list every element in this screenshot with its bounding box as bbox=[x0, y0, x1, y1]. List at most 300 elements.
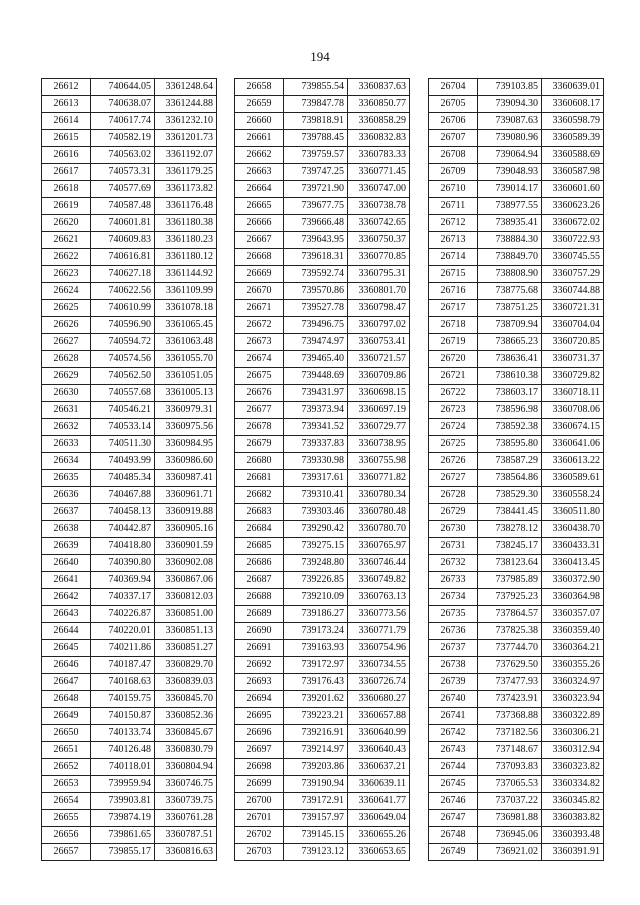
point-id-cell: 26671 bbox=[235, 300, 284, 317]
table-row bbox=[42, 708, 217, 725]
x-coordinate-cell: 739666.48 bbox=[284, 215, 348, 232]
x-coordinate-cell: 739759.57 bbox=[284, 147, 348, 164]
y-coordinate-cell: 3360438.70 bbox=[542, 521, 604, 538]
y-coordinate-cell: 3360589.61 bbox=[542, 470, 604, 487]
point-id-cell: 26639 bbox=[42, 538, 91, 555]
y-coordinate-cell: 3360746.75 bbox=[155, 776, 217, 793]
y-coordinate-cell: 3360672.02 bbox=[542, 215, 604, 232]
x-coordinate-cell: 739145.15 bbox=[284, 827, 348, 844]
table-row bbox=[235, 96, 410, 113]
point-id-cell: 26670 bbox=[235, 283, 284, 300]
point-id-cell: 26734 bbox=[429, 589, 478, 606]
table-row bbox=[235, 79, 410, 96]
y-coordinate-cell: 3360731.37 bbox=[542, 351, 604, 368]
table-row bbox=[429, 130, 604, 147]
table-row bbox=[42, 487, 217, 504]
y-coordinate-cell: 3360587.98 bbox=[542, 164, 604, 181]
x-coordinate-cell: 740159.75 bbox=[91, 691, 155, 708]
table-row bbox=[42, 793, 217, 810]
table-row bbox=[235, 232, 410, 249]
y-coordinate-cell: 3361005.13 bbox=[155, 385, 217, 402]
point-id-cell: 26727 bbox=[429, 470, 478, 487]
y-coordinate-cell: 3360851.00 bbox=[155, 606, 217, 623]
point-id-cell: 26699 bbox=[235, 776, 284, 793]
y-coordinate-cell: 3360987.41 bbox=[155, 470, 217, 487]
x-coordinate-cell: 739618.31 bbox=[284, 249, 348, 266]
y-coordinate-cell: 3360919.88 bbox=[155, 504, 217, 521]
x-coordinate-cell: 737925.23 bbox=[478, 589, 542, 606]
point-id-cell: 26682 bbox=[235, 487, 284, 504]
x-coordinate-cell: 740644.05 bbox=[91, 79, 155, 96]
x-coordinate-cell: 738884.30 bbox=[478, 232, 542, 249]
point-id-cell: 26715 bbox=[429, 266, 478, 283]
point-id-cell: 26747 bbox=[429, 810, 478, 827]
point-id-cell: 26617 bbox=[42, 164, 91, 181]
point-id-cell: 26668 bbox=[235, 249, 284, 266]
table-row bbox=[42, 283, 217, 300]
point-id-cell: 26629 bbox=[42, 368, 91, 385]
y-coordinate-cell: 3360601.60 bbox=[542, 181, 604, 198]
table-row bbox=[429, 147, 604, 164]
y-coordinate-cell: 3360640.43 bbox=[348, 742, 410, 759]
x-coordinate-cell: 740616.81 bbox=[91, 249, 155, 266]
table-row bbox=[42, 164, 217, 181]
point-id-cell: 26666 bbox=[235, 215, 284, 232]
table-row bbox=[235, 300, 410, 317]
table-row bbox=[429, 691, 604, 708]
y-coordinate-cell: 3361232.10 bbox=[155, 113, 217, 130]
point-id-cell: 26691 bbox=[235, 640, 284, 657]
y-coordinate-cell: 3360795.31 bbox=[348, 266, 410, 283]
table-row bbox=[42, 844, 217, 861]
y-coordinate-cell: 3360798.47 bbox=[348, 300, 410, 317]
y-coordinate-cell: 3360729.82 bbox=[542, 368, 604, 385]
table-row bbox=[42, 674, 217, 691]
point-id-cell: 26675 bbox=[235, 368, 284, 385]
point-id-cell: 26696 bbox=[235, 725, 284, 742]
point-id-cell: 26730 bbox=[429, 521, 478, 538]
y-coordinate-cell: 3360747.00 bbox=[348, 181, 410, 198]
x-coordinate-cell: 737065.53 bbox=[478, 776, 542, 793]
point-id-cell: 26667 bbox=[235, 232, 284, 249]
x-coordinate-cell: 739337.83 bbox=[284, 436, 348, 453]
point-id-cell: 26632 bbox=[42, 419, 91, 436]
y-coordinate-cell: 3360383.82 bbox=[542, 810, 604, 827]
x-coordinate-cell: 740587.48 bbox=[91, 198, 155, 215]
table-row bbox=[429, 674, 604, 691]
x-coordinate-cell: 740150.87 bbox=[91, 708, 155, 725]
point-id-cell: 26685 bbox=[235, 538, 284, 555]
x-coordinate-cell: 738592.38 bbox=[478, 419, 542, 436]
point-id-cell: 26659 bbox=[235, 96, 284, 113]
x-coordinate-cell: 737182.56 bbox=[478, 725, 542, 742]
table-row bbox=[429, 317, 604, 334]
table-row bbox=[429, 96, 604, 113]
table-row bbox=[429, 436, 604, 453]
table-row bbox=[429, 776, 604, 793]
point-id-cell: 26630 bbox=[42, 385, 91, 402]
y-coordinate-cell: 3360734.55 bbox=[348, 657, 410, 674]
x-coordinate-cell: 739173.24 bbox=[284, 623, 348, 640]
point-id-cell: 26716 bbox=[429, 283, 478, 300]
point-id-cell: 26721 bbox=[429, 368, 478, 385]
x-coordinate-cell: 738603.17 bbox=[478, 385, 542, 402]
y-coordinate-cell: 3360851.13 bbox=[155, 623, 217, 640]
point-id-cell: 26713 bbox=[429, 232, 478, 249]
x-coordinate-cell: 740337.17 bbox=[91, 589, 155, 606]
y-coordinate-cell: 3360850.77 bbox=[348, 96, 410, 113]
y-coordinate-cell: 3360637.21 bbox=[348, 759, 410, 776]
x-coordinate-cell: 739123.12 bbox=[284, 844, 348, 861]
x-coordinate-cell: 738278.12 bbox=[478, 521, 542, 538]
x-coordinate-cell: 739186.27 bbox=[284, 606, 348, 623]
y-coordinate-cell: 3361192.07 bbox=[155, 147, 217, 164]
y-coordinate-cell: 3360639.01 bbox=[542, 79, 604, 96]
point-id-cell: 26663 bbox=[235, 164, 284, 181]
y-coordinate-cell: 3360704.04 bbox=[542, 317, 604, 334]
table-row bbox=[429, 181, 604, 198]
x-coordinate-cell: 739874.19 bbox=[91, 810, 155, 827]
x-coordinate-cell: 739330.98 bbox=[284, 453, 348, 470]
y-coordinate-cell: 3360746.44 bbox=[348, 555, 410, 572]
point-id-cell: 26615 bbox=[42, 130, 91, 147]
point-id-cell: 26661 bbox=[235, 130, 284, 147]
x-coordinate-cell: 740573.31 bbox=[91, 164, 155, 181]
point-id-cell: 26673 bbox=[235, 334, 284, 351]
y-coordinate-cell: 3360657.88 bbox=[348, 708, 410, 725]
point-id-cell: 26700 bbox=[235, 793, 284, 810]
table-row bbox=[429, 385, 604, 402]
point-id-cell: 26683 bbox=[235, 504, 284, 521]
point-id-cell: 26627 bbox=[42, 334, 91, 351]
y-coordinate-cell: 3360598.79 bbox=[542, 113, 604, 130]
point-id-cell: 26724 bbox=[429, 419, 478, 436]
y-coordinate-cell: 3360653.65 bbox=[348, 844, 410, 861]
x-coordinate-cell: 740533.14 bbox=[91, 419, 155, 436]
x-coordinate-cell: 740211.86 bbox=[91, 640, 155, 657]
y-coordinate-cell: 3360726.74 bbox=[348, 674, 410, 691]
point-id-cell: 26705 bbox=[429, 96, 478, 113]
y-coordinate-cell: 3360588.69 bbox=[542, 147, 604, 164]
y-coordinate-cell: 3360413.45 bbox=[542, 555, 604, 572]
x-coordinate-cell: 740133.74 bbox=[91, 725, 155, 742]
y-coordinate-cell: 3360729.77 bbox=[348, 419, 410, 436]
point-id-cell: 26722 bbox=[429, 385, 478, 402]
point-id-cell: 26697 bbox=[235, 742, 284, 759]
y-coordinate-cell: 3361051.05 bbox=[155, 368, 217, 385]
y-coordinate-cell: 3361180.23 bbox=[155, 232, 217, 249]
table-row bbox=[42, 130, 217, 147]
y-coordinate-cell: 3360867.06 bbox=[155, 572, 217, 589]
point-id-cell: 26637 bbox=[42, 504, 91, 521]
y-coordinate-cell: 3360698.15 bbox=[348, 385, 410, 402]
y-coordinate-cell: 3360787.51 bbox=[155, 827, 217, 844]
table-row bbox=[42, 215, 217, 232]
y-coordinate-cell: 3360745.55 bbox=[542, 249, 604, 266]
table-row bbox=[42, 300, 217, 317]
table-row bbox=[42, 266, 217, 283]
x-coordinate-cell: 738610.38 bbox=[478, 368, 542, 385]
table-row bbox=[429, 283, 604, 300]
table-row bbox=[235, 606, 410, 623]
point-id-cell: 26621 bbox=[42, 232, 91, 249]
x-coordinate-cell: 739048.93 bbox=[478, 164, 542, 181]
y-coordinate-cell: 3360757.29 bbox=[542, 266, 604, 283]
table-row bbox=[429, 623, 604, 640]
x-coordinate-cell: 740638.07 bbox=[91, 96, 155, 113]
x-coordinate-cell: 739172.97 bbox=[284, 657, 348, 674]
y-coordinate-cell: 3360975.56 bbox=[155, 419, 217, 436]
point-id-cell: 26647 bbox=[42, 674, 91, 691]
y-coordinate-cell: 3361065.45 bbox=[155, 317, 217, 334]
x-coordinate-cell: 738709.94 bbox=[478, 317, 542, 334]
y-coordinate-cell: 3360750.37 bbox=[348, 232, 410, 249]
point-id-cell: 26676 bbox=[235, 385, 284, 402]
table-row bbox=[429, 419, 604, 436]
x-coordinate-cell: 739788.45 bbox=[284, 130, 348, 147]
x-coordinate-cell: 738595.80 bbox=[478, 436, 542, 453]
x-coordinate-cell: 737985.89 bbox=[478, 572, 542, 589]
point-id-cell: 26620 bbox=[42, 215, 91, 232]
y-coordinate-cell: 3360312.94 bbox=[542, 742, 604, 759]
x-coordinate-cell: 739317.61 bbox=[284, 470, 348, 487]
table-row bbox=[235, 266, 410, 283]
y-coordinate-cell: 3360797.02 bbox=[348, 317, 410, 334]
point-id-cell: 26652 bbox=[42, 759, 91, 776]
x-coordinate-cell: 739448.69 bbox=[284, 368, 348, 385]
x-coordinate-cell: 740511.30 bbox=[91, 436, 155, 453]
x-coordinate-cell: 739677.75 bbox=[284, 198, 348, 215]
point-id-cell: 26646 bbox=[42, 657, 91, 674]
x-coordinate-cell: 739496.75 bbox=[284, 317, 348, 334]
point-id-cell: 26728 bbox=[429, 487, 478, 504]
coordinate-table-2 bbox=[234, 78, 410, 861]
x-coordinate-cell: 739465.40 bbox=[284, 351, 348, 368]
x-coordinate-cell: 739643.95 bbox=[284, 232, 348, 249]
y-coordinate-cell: 3360511.80 bbox=[542, 504, 604, 521]
y-coordinate-cell: 3360718.11 bbox=[542, 385, 604, 402]
table-row bbox=[235, 453, 410, 470]
table-row bbox=[235, 436, 410, 453]
x-coordinate-cell: 740594.72 bbox=[91, 334, 155, 351]
y-coordinate-cell: 3360832.83 bbox=[348, 130, 410, 147]
x-coordinate-cell: 739818.91 bbox=[284, 113, 348, 130]
table-row bbox=[235, 674, 410, 691]
y-coordinate-cell: 3360753.41 bbox=[348, 334, 410, 351]
table-row bbox=[429, 249, 604, 266]
page-number: 194 bbox=[310, 49, 330, 64]
table-row bbox=[235, 623, 410, 640]
table-row bbox=[235, 249, 410, 266]
table-row bbox=[42, 147, 217, 164]
x-coordinate-cell: 739747.25 bbox=[284, 164, 348, 181]
y-coordinate-cell: 3360816.63 bbox=[155, 844, 217, 861]
table-row bbox=[42, 555, 217, 572]
y-coordinate-cell: 3360738.78 bbox=[348, 198, 410, 215]
point-id-cell: 26645 bbox=[42, 640, 91, 657]
y-coordinate-cell: 3360780.70 bbox=[348, 521, 410, 538]
table-row bbox=[42, 504, 217, 521]
x-coordinate-cell: 740458.13 bbox=[91, 504, 155, 521]
table-row bbox=[429, 215, 604, 232]
point-id-cell: 26684 bbox=[235, 521, 284, 538]
x-coordinate-cell: 739201.62 bbox=[284, 691, 348, 708]
point-id-cell: 26643 bbox=[42, 606, 91, 623]
y-coordinate-cell: 3360761.28 bbox=[155, 810, 217, 827]
y-coordinate-cell: 3360674.15 bbox=[542, 419, 604, 436]
point-id-cell: 26723 bbox=[429, 402, 478, 419]
point-id-cell: 26708 bbox=[429, 147, 478, 164]
x-coordinate-cell: 740369.94 bbox=[91, 572, 155, 589]
y-coordinate-cell: 3361180.12 bbox=[155, 249, 217, 266]
table-row bbox=[42, 725, 217, 742]
y-coordinate-cell: 3360755.98 bbox=[348, 453, 410, 470]
x-coordinate-cell: 738849.70 bbox=[478, 249, 542, 266]
point-id-cell: 26692 bbox=[235, 657, 284, 674]
y-coordinate-cell: 3360851.27 bbox=[155, 640, 217, 657]
table-row bbox=[235, 198, 410, 215]
point-id-cell: 26631 bbox=[42, 402, 91, 419]
y-coordinate-cell: 3360680.27 bbox=[348, 691, 410, 708]
point-id-cell: 26704 bbox=[429, 79, 478, 96]
x-coordinate-cell: 737864.57 bbox=[478, 606, 542, 623]
point-id-cell: 26709 bbox=[429, 164, 478, 181]
table-row bbox=[235, 742, 410, 759]
y-coordinate-cell: 3360322.89 bbox=[542, 708, 604, 725]
table-row bbox=[42, 657, 217, 674]
table-row bbox=[235, 555, 410, 572]
x-coordinate-cell: 739203.86 bbox=[284, 759, 348, 776]
point-id-cell: 26644 bbox=[42, 623, 91, 640]
x-coordinate-cell: 739341.52 bbox=[284, 419, 348, 436]
table-row bbox=[235, 402, 410, 419]
point-id-cell: 26740 bbox=[429, 691, 478, 708]
point-id-cell: 26736 bbox=[429, 623, 478, 640]
table-row bbox=[42, 521, 217, 538]
y-coordinate-cell: 3360324.97 bbox=[542, 674, 604, 691]
table-row bbox=[235, 334, 410, 351]
x-coordinate-cell: 737037.22 bbox=[478, 793, 542, 810]
y-coordinate-cell: 3360323.94 bbox=[542, 691, 604, 708]
y-coordinate-cell: 3360749.82 bbox=[348, 572, 410, 589]
point-id-cell: 26640 bbox=[42, 555, 91, 572]
table-row bbox=[429, 368, 604, 385]
point-id-cell: 26687 bbox=[235, 572, 284, 589]
point-id-cell: 26628 bbox=[42, 351, 91, 368]
table-row bbox=[235, 487, 410, 504]
x-coordinate-cell: 740609.83 bbox=[91, 232, 155, 249]
y-coordinate-cell: 3360345.82 bbox=[542, 793, 604, 810]
point-id-cell: 26698 bbox=[235, 759, 284, 776]
x-coordinate-cell: 739190.94 bbox=[284, 776, 348, 793]
table-row bbox=[429, 266, 604, 283]
point-id-cell: 26635 bbox=[42, 470, 91, 487]
point-id-cell: 26612 bbox=[42, 79, 91, 96]
point-id-cell: 26633 bbox=[42, 436, 91, 453]
x-coordinate-cell: 737744.70 bbox=[478, 640, 542, 657]
y-coordinate-cell: 3360641.06 bbox=[542, 436, 604, 453]
table-row bbox=[429, 793, 604, 810]
y-coordinate-cell: 3360641.77 bbox=[348, 793, 410, 810]
point-id-cell: 26678 bbox=[235, 419, 284, 436]
y-coordinate-cell: 3360323.82 bbox=[542, 759, 604, 776]
point-id-cell: 26689 bbox=[235, 606, 284, 623]
x-coordinate-cell: 738665.23 bbox=[478, 334, 542, 351]
x-coordinate-cell: 739373.94 bbox=[284, 402, 348, 419]
coordinate-table-3 bbox=[428, 78, 604, 861]
y-coordinate-cell: 3360355.26 bbox=[542, 657, 604, 674]
point-id-cell: 26655 bbox=[42, 810, 91, 827]
table-row bbox=[235, 810, 410, 827]
table-row bbox=[429, 606, 604, 623]
y-coordinate-cell: 3360984.95 bbox=[155, 436, 217, 453]
point-id-cell: 26634 bbox=[42, 453, 91, 470]
y-coordinate-cell: 3360639.11 bbox=[348, 776, 410, 793]
point-id-cell: 26739 bbox=[429, 674, 478, 691]
table-row bbox=[42, 198, 217, 215]
point-id-cell: 26688 bbox=[235, 589, 284, 606]
point-id-cell: 26636 bbox=[42, 487, 91, 504]
point-id-cell: 26622 bbox=[42, 249, 91, 266]
table-row bbox=[235, 640, 410, 657]
coordinate-table-1 bbox=[41, 78, 217, 861]
table-row bbox=[235, 538, 410, 555]
x-coordinate-cell: 739847.78 bbox=[284, 96, 348, 113]
point-id-cell: 26672 bbox=[235, 317, 284, 334]
point-id-cell: 26662 bbox=[235, 147, 284, 164]
table-row bbox=[429, 453, 604, 470]
point-id-cell: 26707 bbox=[429, 130, 478, 147]
table-row bbox=[429, 810, 604, 827]
x-coordinate-cell: 739303.46 bbox=[284, 504, 348, 521]
y-coordinate-cell: 3360708.06 bbox=[542, 402, 604, 419]
table-row bbox=[429, 521, 604, 538]
table-row bbox=[42, 385, 217, 402]
table-row bbox=[235, 657, 410, 674]
table-row bbox=[42, 232, 217, 249]
table-row bbox=[235, 385, 410, 402]
x-coordinate-cell: 739094.30 bbox=[478, 96, 542, 113]
x-coordinate-cell: 740390.80 bbox=[91, 555, 155, 572]
point-id-cell: 26694 bbox=[235, 691, 284, 708]
point-id-cell: 26690 bbox=[235, 623, 284, 640]
table-row bbox=[429, 742, 604, 759]
y-coordinate-cell: 3361201.73 bbox=[155, 130, 217, 147]
y-coordinate-cell: 3360961.71 bbox=[155, 487, 217, 504]
point-id-cell: 26623 bbox=[42, 266, 91, 283]
x-coordinate-cell: 736921.02 bbox=[478, 844, 542, 861]
y-coordinate-cell: 3360829.70 bbox=[155, 657, 217, 674]
y-coordinate-cell: 3360812.03 bbox=[155, 589, 217, 606]
point-id-cell: 26618 bbox=[42, 181, 91, 198]
point-id-cell: 26658 bbox=[235, 79, 284, 96]
table-row bbox=[429, 198, 604, 215]
x-coordinate-cell: 739855.54 bbox=[284, 79, 348, 96]
x-coordinate-cell: 736981.88 bbox=[478, 810, 542, 827]
table-row bbox=[235, 725, 410, 742]
x-coordinate-cell: 738977.55 bbox=[478, 198, 542, 215]
x-coordinate-cell: 739163.93 bbox=[284, 640, 348, 657]
x-coordinate-cell: 739527.78 bbox=[284, 300, 348, 317]
table-row bbox=[235, 130, 410, 147]
table-row bbox=[42, 606, 217, 623]
table-row bbox=[42, 572, 217, 589]
x-coordinate-cell: 740622.56 bbox=[91, 283, 155, 300]
x-coordinate-cell: 740627.18 bbox=[91, 266, 155, 283]
point-id-cell: 26748 bbox=[429, 827, 478, 844]
point-id-cell: 26732 bbox=[429, 555, 478, 572]
x-coordinate-cell: 740546.21 bbox=[91, 402, 155, 419]
